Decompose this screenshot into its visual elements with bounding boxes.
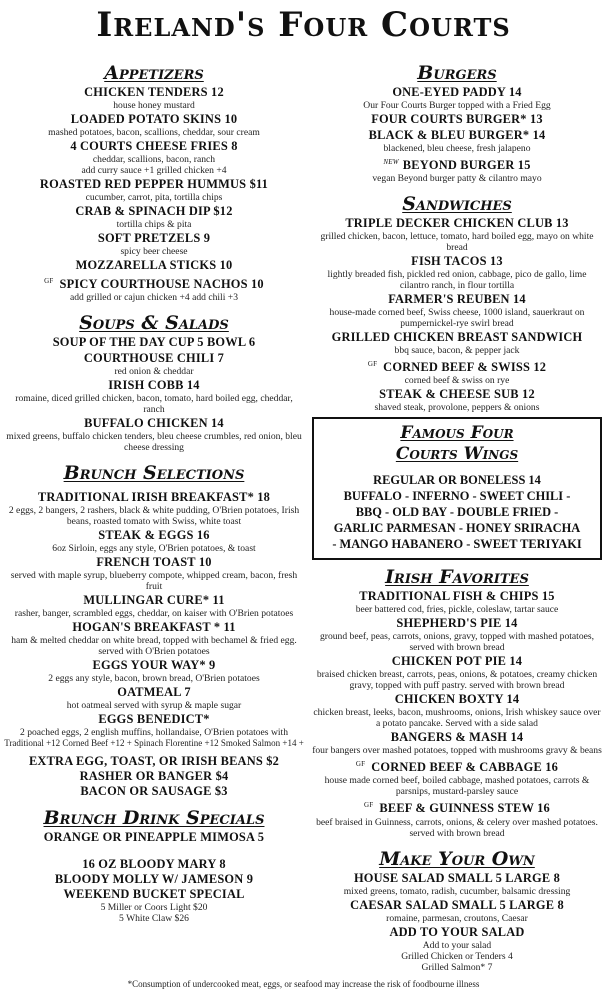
gf-badge: GF xyxy=(355,760,366,769)
item-desc: mixed greens, tomato, radish, cucumber, balsamic dressing xyxy=(343,885,571,897)
sandwiches-section xyxy=(312,193,602,413)
item-name xyxy=(312,357,602,375)
item-desc: cucumber, carrot, pita, tortilla chips xyxy=(85,192,223,203)
menu-item xyxy=(312,387,602,413)
item-name: CRAB & SPINACH DIP $12 xyxy=(75,204,233,218)
extra-item: BACON OR SAUSAGE $3 xyxy=(80,784,228,799)
bucket-line: 5 Miller or Coors Light $20 xyxy=(100,902,208,914)
item-name: LOADED POTATO SKINS 10 xyxy=(70,112,238,126)
wings-line: - MANGO HABANERO - SWEET TERIYAKI xyxy=(332,537,582,552)
item-name: EGGS BENEDICT* xyxy=(98,712,210,727)
item-name: COURTHOUSE CHILI 7 xyxy=(83,351,225,366)
item-desc: 2 eggs, 2 bangers, 2 rashers, black & white pudding, O'Brien potatoes, Irish beans, roasted tomato with Swiss, white toast xyxy=(8,505,300,528)
menu-item xyxy=(4,112,304,138)
item-name: IRISH COBB 14 xyxy=(108,378,200,393)
menu-item xyxy=(312,925,602,973)
item-desc: house-made corned beef, Swiss cheese, 1000 island, sauerkraut on pumpernickel-rye swirl bread xyxy=(329,307,585,330)
menu-item xyxy=(4,490,304,527)
menu-item xyxy=(4,258,304,273)
menu-item xyxy=(312,357,602,386)
item-name: CHICKEN BOXTY 14 xyxy=(394,692,520,707)
soups-heading: Soups & Salads xyxy=(79,312,229,335)
gf-badge: GF xyxy=(44,277,54,285)
menu-item xyxy=(4,177,304,203)
item-desc: tortilla chips & pita xyxy=(116,219,192,230)
item-desc: mixed greens, buffalo chicken tenders, bleu cheese crumbles, red onion, bleu cheese dressing xyxy=(6,431,302,454)
menu-item xyxy=(312,798,602,838)
drink-item: 16 OZ BLOODY MARY 8 xyxy=(82,857,226,872)
item-name: EGGS YOUR WAY* 9 xyxy=(92,658,216,673)
item-desc: Traditional +12 Corned Beef +12 + Spinach Florentine +12 Smoked Salmon +14 + xyxy=(4,738,304,749)
menu-item xyxy=(4,231,304,257)
item-desc: cheddar, scallions, bacon, ranch xyxy=(92,154,216,165)
item-name xyxy=(312,757,602,775)
item-desc: braised chicken breast, carrots, peas, onions, & potatoes, creamy chicken gravy, topped with puff pastry. served with brown bread xyxy=(316,669,598,692)
menu-item xyxy=(312,155,602,184)
menu-item xyxy=(312,654,602,691)
menu-item xyxy=(4,378,304,415)
item-name: TRADITIONAL FISH & CHIPS 15 xyxy=(359,589,555,604)
brunch-section xyxy=(4,462,304,799)
item-name: STEAK & CHEESE SUB 12 xyxy=(379,387,535,402)
item-name: OATMEAL 7 xyxy=(117,685,191,700)
item-name: BLACK & BLEU BURGER* 14 xyxy=(368,128,546,142)
appetizers-heading: Appetizers xyxy=(104,62,204,84)
irish-section xyxy=(312,566,602,838)
make-your-own-section xyxy=(312,848,602,973)
item-name: ADD TO YOUR SALAD xyxy=(389,924,525,939)
item-name: HOGAN'S BREAKFAST * 11 xyxy=(72,620,236,635)
menu-item xyxy=(312,85,602,111)
item-desc: house made corned beef, boiled cabbage, mashed potatoes, carrots & parsnips, mustard-parsley sauce xyxy=(324,775,590,798)
wings-heading-line2: Courts Wings xyxy=(395,444,519,465)
wings-line: GARLIC PARMESAN - HONEY SRIRACHA xyxy=(333,521,581,536)
item-desc: ground beef, peas, carrots, onions, gravy, topped with mashed potatoes, served with brown bread xyxy=(319,631,595,654)
menu-item xyxy=(4,620,304,657)
menu-item xyxy=(312,898,602,924)
drinks-heading: Brunch Drink Specials xyxy=(43,807,265,830)
wings-line: BBQ - OLD BAY - DOUBLE FRIED - xyxy=(355,505,559,520)
gf-badge: GF xyxy=(367,360,378,369)
item-name: FARMER'S REUBEN 14 xyxy=(388,292,526,307)
menu-item xyxy=(4,685,304,711)
soups-section xyxy=(4,312,304,453)
menu-item xyxy=(312,112,602,127)
item-desc: shaved steak, provolone, peppers & onions xyxy=(374,402,540,414)
item-desc: add grilled or cajun chicken +4 add chili +3 xyxy=(70,292,238,304)
menu-item xyxy=(4,658,304,684)
item-name: SOFT PRETZELS 9 xyxy=(97,231,211,245)
item-desc: corned beef & swiss on rye xyxy=(404,375,510,387)
item-name: TRADITIONAL IRISH BREAKFAST* 18 xyxy=(37,490,271,505)
drink-item: WEEKEND BUCKET SPECIAL xyxy=(63,887,245,902)
item-name: BANGERS & MASH 14 xyxy=(390,730,524,745)
item-desc: served with maple syrup, blueberry compote, whipped cream, bacon, fresh fruit xyxy=(10,570,298,593)
item-desc: blackened, bleu cheese, fresh jalapeno xyxy=(383,143,531,154)
menu-item xyxy=(4,139,304,176)
wings-heading-line1: Famous Four xyxy=(400,423,514,444)
wings-line: BUFFALO - INFERNO - SWEET CHILI - xyxy=(343,489,571,504)
item-desc: Grilled Salmon* 7 xyxy=(421,961,493,973)
item-name: FOUR COURTS BURGER* 13 xyxy=(371,112,543,126)
item-name: FRENCH TOAST 10 xyxy=(96,555,212,570)
menu-item xyxy=(4,593,304,619)
item-name-text: CORNED BEEF & CABBAGE 16 xyxy=(371,760,559,775)
item-name: SHEPHERD'S PIE 14 xyxy=(396,616,518,631)
menu-item xyxy=(312,616,602,653)
menu-item xyxy=(312,730,602,756)
item-name xyxy=(312,798,602,816)
right-column xyxy=(312,62,602,974)
bucket-line: 5 White Claw $26 xyxy=(119,913,189,925)
item-name-text: CORNED BEEF & SWISS 12 xyxy=(383,360,547,375)
item-desc: Grilled Chicken or Tenders 4 xyxy=(401,950,513,962)
menu-item xyxy=(4,528,304,554)
item-name: FISH TACOS 13 xyxy=(411,254,503,269)
item-name xyxy=(312,155,602,173)
item-name: CAESAR SALAD SMALL 5 LARGE 8 xyxy=(350,897,564,912)
item-name: CHICKEN TENDERS 12 xyxy=(84,85,224,99)
left-column xyxy=(4,62,304,924)
burgers-heading: Burgers xyxy=(417,62,497,84)
item-name: MULLINGAR CURE* 11 xyxy=(83,593,225,608)
menu-item xyxy=(4,712,304,749)
item-desc: Our Four Courts Burger topped with a Fried Egg xyxy=(363,100,551,111)
item-desc: red onion & cheddar xyxy=(114,366,194,378)
appetizers-section xyxy=(4,62,304,303)
item-desc: beer battered cod, fries, pickle, coleslaw, tartar sauce xyxy=(355,604,559,616)
menu-item xyxy=(312,330,602,356)
menu-item xyxy=(312,216,602,253)
make-your-own-heading: Make Your Own xyxy=(379,847,535,870)
item-name: ROASTED RED PEPPER HUMMUS $11 xyxy=(39,177,269,191)
item-name: CHICKEN POT PIE 14 xyxy=(391,654,523,669)
menu-item xyxy=(312,757,602,797)
item-desc: four bangers over mashed potatoes, topped with mushrooms gravy & beans xyxy=(312,745,602,757)
item-desc: 2 poached eggs, 2 english muffins, hollandaise, O'Brien potatoes with xyxy=(20,727,288,739)
menu-item xyxy=(312,128,602,154)
item-desc: romaine, parmesan, croutons, Caesar xyxy=(386,912,528,924)
item-desc: chicken breast, leeks, bacon, mushrooms, onions, Irish whiskey sauce over a potato pancake. Served with a side salad xyxy=(313,707,601,730)
item-desc: romaine, diced grilled chicken, bacon, tomato, hard boiled egg, cheddar, ranch xyxy=(15,393,293,416)
item-desc: grilled chicken, bacon, lettuce, tomato, hard boiled egg, mayo on white bread xyxy=(320,231,594,254)
sandwiches-heading: Sandwiches xyxy=(402,193,512,216)
menu-item xyxy=(4,555,304,592)
menu-item xyxy=(312,692,602,729)
item-name: TRIPLE DECKER CHICKEN CLUB 13 xyxy=(345,216,569,231)
wings-box xyxy=(312,417,602,560)
item-name: 4 COURTS CHEESE FRIES 8 xyxy=(70,139,238,153)
menu-item xyxy=(4,335,304,350)
item-desc: spicy beer cheese xyxy=(120,246,188,257)
item-desc: hot oatmeal served with syrup & maple sugar xyxy=(66,700,242,712)
wings-line: REGULAR OR BONELESS 14 xyxy=(373,473,541,488)
item-desc: vegan Beyond burger patty & cilantro mayo xyxy=(372,173,542,185)
item-name: SOUP OF THE DAY CUP 5 BOWL 6 xyxy=(52,335,256,350)
item-desc: mashed potatoes, bacon, scallions, cheddar, sour cream xyxy=(48,127,260,138)
item-name-text: BEEF & GUINNESS STEW 16 xyxy=(379,801,550,816)
item-desc: 6oz Sirloin, eggs any style, O'Brien potatoes, & toast xyxy=(52,543,256,555)
drinks-section xyxy=(4,807,304,924)
menu-item xyxy=(312,292,602,329)
new-badge: NEW xyxy=(383,158,399,166)
item-name xyxy=(4,274,304,292)
menu-item xyxy=(4,416,304,453)
footer-disclaimer: *Consumption of undercooked meat, eggs, or seafood may increase the risk of foodbourne illness xyxy=(127,979,480,989)
drink-item: ORANGE OR PINEAPPLE MIMOSA 5 xyxy=(43,830,265,845)
page-title: Ireland's Four Courts xyxy=(96,5,511,45)
gf-badge: GF xyxy=(364,801,374,810)
item-name: BUFFALO CHICKEN 14 xyxy=(84,416,224,431)
burgers-section xyxy=(312,62,602,184)
item-desc: beef braised in Guinness, carrots, onions, & celery over mashed potatoes. served with brown bread xyxy=(316,816,598,839)
item-name-text: BEYOND BURGER 15 xyxy=(402,158,531,173)
item-desc: add curry sauce +1 grilled chicken +4 xyxy=(81,165,227,176)
item-name: HOUSE SALAD SMALL 5 LARGE 8 xyxy=(353,870,561,885)
extra-item: RASHER OR BANGER $4 xyxy=(79,769,229,784)
wings-list xyxy=(316,472,598,552)
item-name: MOZZARELLA STICKS 10 xyxy=(75,258,233,272)
item-name: GRILLED CHICKEN BREAST SANDWICH xyxy=(331,330,583,345)
menu-item xyxy=(4,204,304,230)
item-name: ONE-EYED PADDY 14 xyxy=(392,85,522,99)
item-desc: bbq sauce, bacon, & pepper jack xyxy=(394,345,520,357)
menu-item xyxy=(312,589,602,615)
item-desc: ham & melted cheddar on white bread, topped with bechamel & fried egg. served with O'Brien potatoes xyxy=(11,635,297,658)
menu-item xyxy=(312,254,602,291)
drink-item: BLOODY MOLLY W/ JAMESON 9 xyxy=(54,872,254,887)
item-desc: Add to your salad xyxy=(422,939,492,951)
item-name-text: SPICY COURTHOUSE NACHOS 10 xyxy=(59,277,264,292)
item-name: STEAK & EGGS 16 xyxy=(98,528,210,543)
extra-item: EXTRA EGG, TOAST, OR IRISH BEANS $2 xyxy=(28,754,280,769)
menu-item xyxy=(4,274,304,303)
menu-item xyxy=(312,871,602,897)
menu-item xyxy=(4,85,304,111)
item-desc: 2 eggs any style, bacon, brown bread, O'Brien potatoes xyxy=(48,673,260,685)
item-desc: lightly breaded fish, pickled red onion, cabbage, pico de gallo, lime cilantro ranch, in flour tortilla xyxy=(327,269,587,292)
item-desc: rasher, banger, scrambled eggs, cheddar, on kaiser with O'Brien potatoes xyxy=(14,608,294,620)
menu-item xyxy=(4,351,304,377)
brunch-heading: Brunch Selections xyxy=(63,462,245,485)
item-desc: house honey mustard xyxy=(113,100,195,111)
irish-heading: Irish Favorites xyxy=(385,566,529,589)
